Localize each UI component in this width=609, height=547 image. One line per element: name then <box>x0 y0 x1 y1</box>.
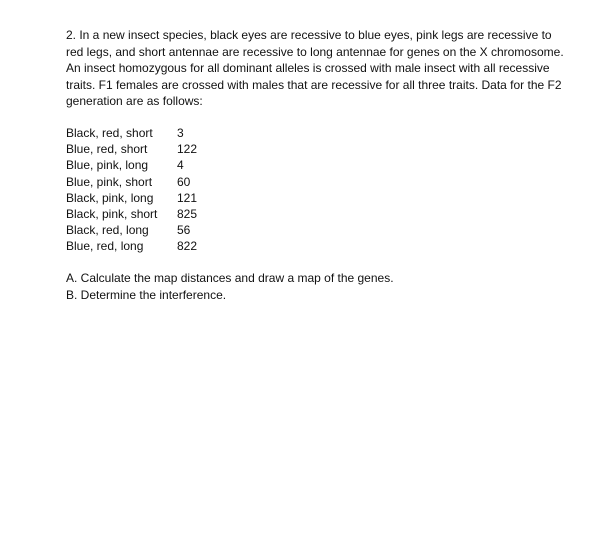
phenotype-cell: Black, pink, long <box>66 190 154 205</box>
task-b: B. Determine the interference. <box>66 288 227 302</box>
question-line-2: red legs, and short antennae are recessive to long antennae for genes on the X chromosome. <box>66 44 564 59</box>
task-a: A. Calculate the map distances and draw a map of the genes. <box>66 271 394 285</box>
question-line-4: traits. F1 females are crossed with males that are recessive for all three traits. Data for the F2 <box>66 77 562 92</box>
phenotype-cell: Blue, red, short <box>66 142 148 157</box>
phenotype-cell: Blue, pink, short <box>66 174 153 189</box>
table-row <box>66 190 197 206</box>
table-row <box>66 157 197 173</box>
count-cell: 4 <box>177 158 184 173</box>
table-row <box>66 174 197 190</box>
phenotype-cell: Black, pink, short <box>66 207 158 222</box>
phenotype-cell: Black, red, short <box>66 126 153 140</box>
phenotype-cell: Black, red, long <box>66 223 149 238</box>
count-cell: 121 <box>177 190 198 205</box>
table-row <box>66 222 197 238</box>
table-row <box>66 125 197 141</box>
f2-data-table <box>66 125 197 255</box>
count-cell: 122 <box>177 142 198 157</box>
question-text <box>66 27 586 110</box>
task-list <box>66 270 394 304</box>
count-cell: 825 <box>177 207 198 222</box>
count-cell: 822 <box>177 239 198 254</box>
count-cell: 60 <box>177 174 191 189</box>
table-row <box>66 141 197 157</box>
table-row <box>66 238 197 254</box>
question-line-5: generation are as follows: <box>66 94 203 108</box>
question-line-1: 2. In a new insect species, black eyes are recessive to blue eyes, pink legs are recessive to <box>66 28 552 42</box>
count-cell: 56 <box>177 223 191 238</box>
table-row <box>66 206 197 222</box>
question-line-3: An insect homozygous for all dominant alleles is crossed with male insect with all recessive <box>66 61 550 75</box>
count-cell: 3 <box>177 126 184 140</box>
phenotype-cell: Blue, pink, long <box>66 158 149 173</box>
phenotype-cell: Blue, red, long <box>66 239 144 254</box>
